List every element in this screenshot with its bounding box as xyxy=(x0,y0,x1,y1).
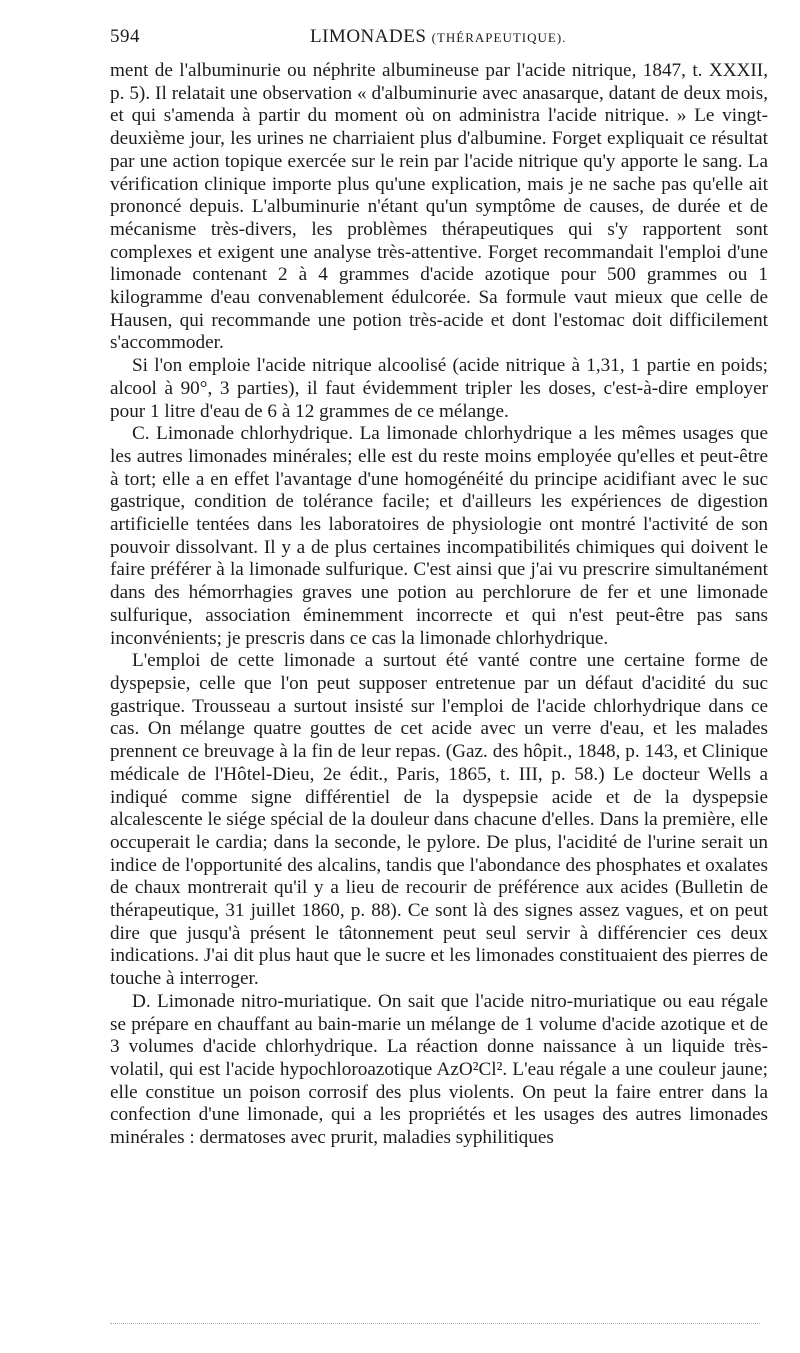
paragraph-limonade-chlorhydrique: C. Limonade chlorhydrique. La limonade chlorhydrique a les mêmes usages que les autres limonades minérales; elle est du reste moins employée qu'elles et peut-être à tort; elle a en effet l'avantage d'une homogénéité du principe acidifiant avec le suc gastrique, condition de tolérance facile; et d'ailleurs les expériences de digestion artificielle tentées dans les laboratoires de physiologie ont montré l'activité de son pouvoir dissolvant. Il y a de plus certaines incompatibilités chimiques qui doivent le faire préférer à la limonade sulfurique. C'est ainsi que j'ai vu prescrire simultanément dans des hémorrhagies graves une potion au perchlorure de fer et une limonade sulfurique, association éminemment incorrecte et qui n'est peut-être pas sans inconvénients; je prescris dans ce cas la limonade chlorhydrique. xyxy=(110,423,768,649)
footer-divider xyxy=(110,1323,760,1324)
paragraph-dyspepsie: L'emploi de cette limonade a surtout été vanté contre une certaine forme de dyspepsie, celle que l'on peut supposer entretenue par un défaut d'acidité du suc gastrique. Trousseau a surtout insisté sur l'emploi de l'acide chlorhydrique dans ce cas. On mélange quatre gouttes de cet acide avec un verre d'eau, et les malades prennent ce breuvage à la fin de leur repas. (Gaz. des hôpit., 1848, p. 143, et Clinique médicale de l'Hôtel-Dieu, 2e édit., Paris, 1865, t. III, p. 58.) Le docteur Wells a indiqué comme signe différentiel de la dyspepsie acide et de la dyspepsie alcalescente le siége spécial de la douleur dans chacune d'elles. Dans la première, elle occuperait le cardia; dans la seconde, le pylore. De plus, l'acidité de l'urine serait un indice de l'opportunité des alcalins, tandis que l'abondance des phosphates et oxalates de chaux montrerait qu'il y a lieu de recourir de préférence aux acides (Bulletin de thérapeutique, 31 juillet 1860, p. 88). Ce sont là des signes assez vagues, et on peut dire que jusqu'à présent le tâtonnement peut seul servir à différencier ces deux indications. J'ai dit plus haut que le sucre et les limonades constituaient des pierres de touche à interroger. xyxy=(110,650,768,990)
running-title-paren: (THÉRAPEUTIQUE). xyxy=(431,30,567,45)
paragraph-acide-nitrique-alcoolise: Si l'on emploie l'acide nitrique alcoolisé (acide nitrique à 1,31, 1 partie en poids; alcool à 90°, 3 parties), il faut évidemment tripler les doses, c'est-à-dire employer pour 1 litre d'eau de 6 à 12 grammes de ce mélange. xyxy=(110,355,768,422)
paragraph-limonade-nitro-muriatique: D. Limonade nitro-muriatique. On sait que l'acide nitro-muriatique ou eau régale se prépare en chauffant au bain-marie un mélange de 1 volume d'acide azotique et de 3 volumes d'acide chlorhydrique. La réaction donne naissance à un liquide très-volatil, qui est l'acide hypochloroazotique AzO²Cl². L'eau régale a une couleur jaune; elle constitue un poison corrosif des plus violents. On peut la faire entrer dans la confection d'une limonade, qui a les propriétés et les usages des autres limonades minérales : dermatoses avec prurit, maladies syphilitiques xyxy=(110,990,768,1149)
running-title xyxy=(310,26,566,48)
page-header xyxy=(110,26,768,60)
body-text xyxy=(110,60,768,1150)
page-number: 594 xyxy=(110,26,140,47)
running-title-main: LIMONADES xyxy=(310,26,427,47)
paragraph-albuminurie: ment de l'albuminurie ou néphrite albumineuse par l'acide nitrique, 1847, t. XXXII, p. 5). Il relatait une observation « d'albuminurie avec anasarque, datant de deux mois, et qui s'amenda à partir du moment où on administra l'acide nitrique. » Le vingt-deuxième jour, les urines ne charriaient plus d'albumine. Forget expliquait ce résultat par une action topique exercée sur le rein par l'acide nitrique qu'y apporte le sang. La vérification clinique importe plus qu'une explication, mais je ne sache pas qu'elle ait prononcé depuis. L'albuminurie n'étant qu'un symptôme de causes, de durée et de mécanisme très-divers, les problèmes thérapeutiques qui s'y rapportent sont complexes et exigent une analyse très-attentive. Forget recommandait l'emploi d'une limonade contenant 2 à 4 grammes d'acide azotique pour 500 grammes ou 1 kilogramme d'eau convenablement édulcorée. Sa formule vaut mieux que celle de Hausen, qui recommande une potion très-acide et dont l'estomac doit difficilement s'accommoder. xyxy=(110,60,768,354)
